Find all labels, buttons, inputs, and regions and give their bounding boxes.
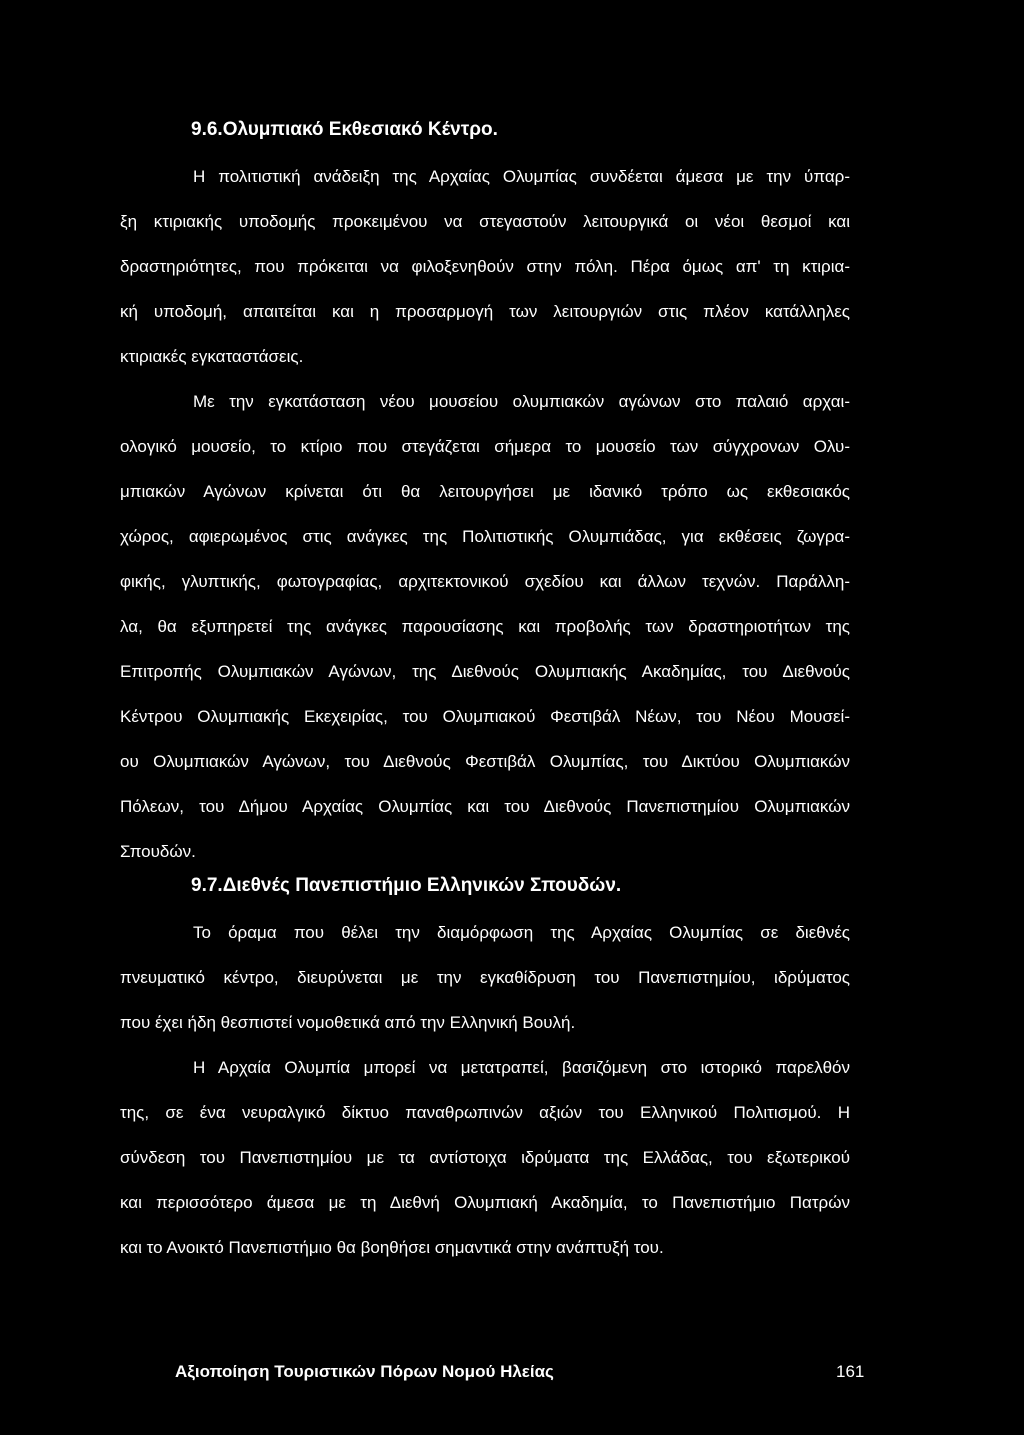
page-number: 161 (836, 1362, 865, 1381)
section-heading-9-6: 9.6.Ολυμπιακό Εκθεσιακό Κέντρο. (191, 119, 498, 140)
text-line: και το Ανοικτό Πανεπιστήμιο θα βοηθήσει σημαντικά στην ανάπτυξή του. (120, 1238, 664, 1257)
text-line: και περισσότερο άμεσα με τη Διεθνή Ολυμπιακή Ακαδημία, το Πανεπιστήμιο Πατρών (120, 1193, 850, 1212)
text-line: λα, θα εξυπηρετεί της ανάγκες παρουσίασης και προβολής των δραστηριοτήτων της (120, 617, 850, 636)
text-line: Το όραμα που θέλει την διαμόρφωση της Αρχαίας Ολυμπίας σε διεθνές (193, 923, 850, 942)
text-line: Σπουδών. (120, 842, 196, 861)
text-line: κτιριακές εγκαταστάσεις. (120, 347, 304, 366)
text-line: κή υποδομή, απαιτείται και η προσαρμογή των λειτουργιών στις πλέον κατάλληλες (120, 302, 850, 321)
text-line: Κέντρου Ολυμπιακής Εκεχειρίας, του Ολυμπιακού Φεστιβάλ Νέων, του Νέου Μουσεί- (120, 707, 850, 726)
text-line: Πόλεων, του Δήμου Αρχαίας Ολυμπίας και του Διεθνούς Πανεπιστημίου Ολυμπιακών (120, 797, 850, 816)
text-line: Επιτροπής Ολυμπιακών Αγώνων, της Διεθνούς Ολυμπιακής Ακαδημίας, του Διεθνούς (120, 662, 850, 681)
text-line: που έχει ήδη θεσπιστεί νομοθετικά από την Ελληνική Βουλή. (120, 1013, 576, 1032)
text-line: μπιακών Αγώνων κρίνεται ότι θα λειτουργήσει με ιδανικό τρόπο ως εκθεσιακός (120, 482, 850, 501)
text-line: φικής, γλυπτικής, φωτογραφίας, αρχιτεκτονικού σχεδίου και άλλων τεχνών. Παράλλη- (120, 572, 850, 591)
footer-title: Αξιοποίηση Τουριστικών Πόρων Νομού Ηλείας (175, 1362, 554, 1381)
text-line: ου Ολυμπιακών Αγώνων, του Διεθνούς Φεστιβάλ Ολυμπίας, του Δικτύου Ολυμπιακών (120, 752, 850, 771)
text-line: ολογικό μουσείο, το κτίριο που στεγάζεται σήμερα το μουσείο των σύγχρονων Ολυ- (120, 437, 850, 456)
text-line: ξη κτιριακής υποδομής προκειμένου να στεγαστούν λειτουργικά οι νέοι θεσμοί και (120, 212, 850, 231)
text-line: της, σε ένα νευραλγικό δίκτυο παναθρωπινών αξιών του Ελληνικού Πολιτισμού. Η (120, 1103, 850, 1122)
section-heading-9-7: 9.7.Διεθνές Πανεπιστήμιο Ελληνικών Σπουδών. (191, 875, 622, 896)
text-line: Η πολιτιστική ανάδειξη της Αρχαίας Ολυμπίας συνδέεται άμεσα με την ύπαρ- (193, 167, 850, 186)
text-line: χώρος, αφιερωμένος στις ανάγκες της Πολιτιστικής Ολυμπιάδας, για εκθέσεις ζωγρα- (120, 527, 850, 546)
text-line: πνευματικό κέντρο, διευρύνεται με την εγκαθίδρυση του Πανεπιστημίου, ιδρύματος (120, 968, 850, 987)
text-line: δραστηριότητες, που πρόκειται να φιλοξενηθούν στην πόλη. Πέρα όμως απ' τη κτιρια- (120, 257, 850, 276)
text-line: σύνδεση του Πανεπιστημίου με τα αντίστοιχα ιδρύματα της Ελλάδας, του εξωτερικού (120, 1148, 850, 1167)
text-line: Με την εγκατάσταση νέου μουσείου ολυμπιακών αγώνων στο παλαιό αρχαι- (193, 392, 850, 411)
text-line: Η Αρχαία Ολυμπία μπορεί να μετατραπεί, βασιζόμενη στο ιστορικό παρελθόν (193, 1058, 850, 1077)
